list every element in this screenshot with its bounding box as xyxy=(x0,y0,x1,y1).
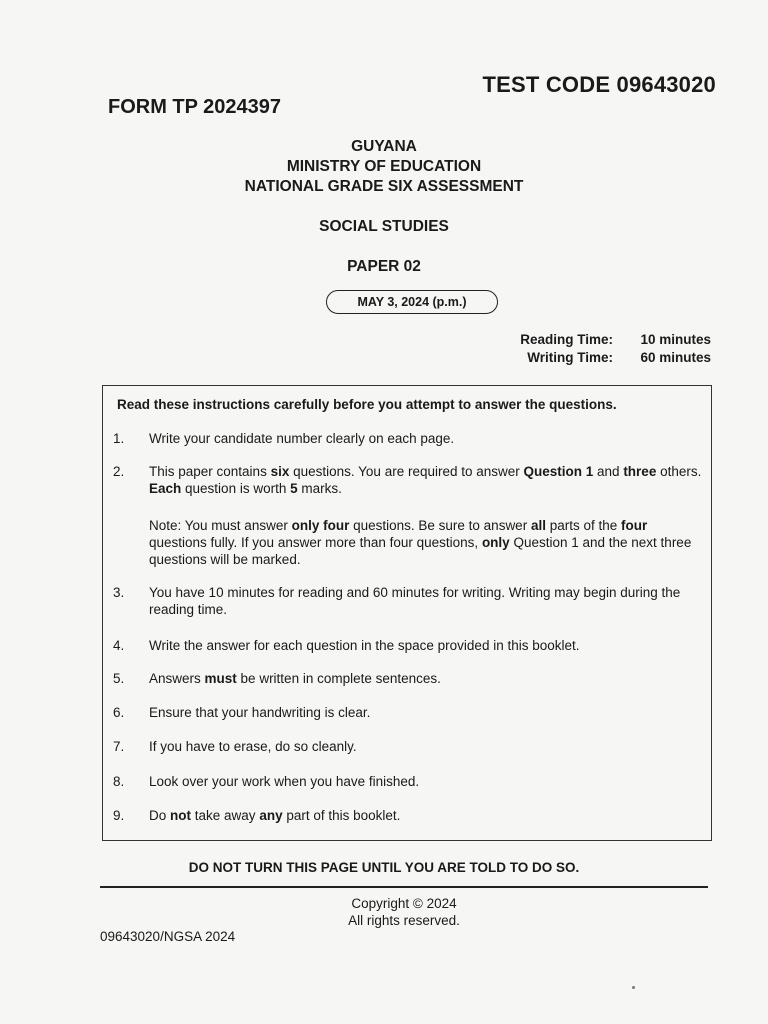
item-number: 7. xyxy=(113,739,125,754)
item-number: 9. xyxy=(113,808,125,823)
item-text: Answers must be written in complete sentences. xyxy=(149,671,441,686)
item-number: 6. xyxy=(113,705,125,720)
scan-speck xyxy=(632,986,635,989)
instruction-item-2 xyxy=(113,463,703,497)
instruction-item-4 xyxy=(113,637,703,654)
instruction-item-3 xyxy=(113,584,703,618)
writing-time-value: 60 minutes xyxy=(640,350,711,365)
instruction-item-5 xyxy=(113,670,703,687)
item-text: Look over your work when you have finished. xyxy=(149,774,420,789)
instructions-heading: Read these instructions carefully before you attempt to answer the questions. xyxy=(117,397,617,412)
item-text: Write your candidate number clearly on each page. xyxy=(149,431,455,446)
reading-time-row xyxy=(520,331,711,349)
item-number: 8. xyxy=(113,774,125,789)
item-text: Do not take away any part of this booklet. xyxy=(149,808,401,823)
item-number: 3. xyxy=(113,585,125,600)
exam-date: MAY 3, 2024 (p.m.) xyxy=(357,295,467,309)
do-not-turn-warning: DO NOT TURN THIS PAGE UNTIL YOU ARE TOLD TO DO SO. xyxy=(188,860,580,875)
item-text: You have 10 minutes for reading and 60 minutes for writing. Writing may begin during the reading time. xyxy=(149,585,681,617)
item-number: 2. xyxy=(113,464,125,479)
writing-time-label: Writing Time: xyxy=(527,350,613,365)
footer-paper-code: 09643020/NGSA 2024 xyxy=(100,929,236,944)
instruction-item-8 xyxy=(113,773,703,790)
paper-heading: PAPER 02 xyxy=(347,258,421,275)
instruction-item-6 xyxy=(113,704,703,721)
item-text: Write the answer for each question in the space provided in this booklet. xyxy=(149,638,580,653)
form-tp-number: FORM TP 2024397 xyxy=(108,96,282,118)
item-number: 5. xyxy=(113,671,125,686)
rights-line: All rights reserved. xyxy=(348,913,460,928)
ministry-heading: MINISTRY OF EDUCATION xyxy=(286,158,482,175)
writing-time-row xyxy=(520,349,711,367)
country-heading: GUYANA xyxy=(351,138,417,155)
item-number: 4. xyxy=(113,638,125,653)
copyright-line: Copyright © 2024 xyxy=(351,896,457,911)
assessment-heading: NATIONAL GRADE SIX ASSESSMENT xyxy=(244,178,524,195)
reading-time-label: Reading Time: xyxy=(520,332,613,347)
instruction-item-9 xyxy=(113,807,703,824)
item-text: This paper contains six questions. You are required to answer Question 1 and three others. Each question is worth 5 marks. xyxy=(149,464,702,496)
time-allowance xyxy=(520,331,711,367)
subject-heading: SOCIAL STUDIES xyxy=(319,218,449,235)
instruction-note: Note: You must answer only four questions. Be sure to answer all parts of the four questions fully. If you answer more than four questions, only Question 1 and the next three questions will be marked. xyxy=(149,518,692,567)
item-number: 1. xyxy=(113,431,125,446)
instruction-item-1 xyxy=(113,430,703,447)
reading-time-value: 10 minutes xyxy=(640,332,711,347)
copyright-notice xyxy=(300,895,508,929)
item-text: Ensure that your handwriting is clear. xyxy=(149,705,371,720)
exam-date-badge xyxy=(326,290,498,314)
instruction-item-7 xyxy=(113,738,703,755)
item-text: If you have to erase, do so cleanly. xyxy=(149,739,357,754)
instructions-box xyxy=(102,385,712,841)
footer-divider xyxy=(100,886,708,888)
test-code: TEST CODE 09643020 xyxy=(482,72,716,97)
